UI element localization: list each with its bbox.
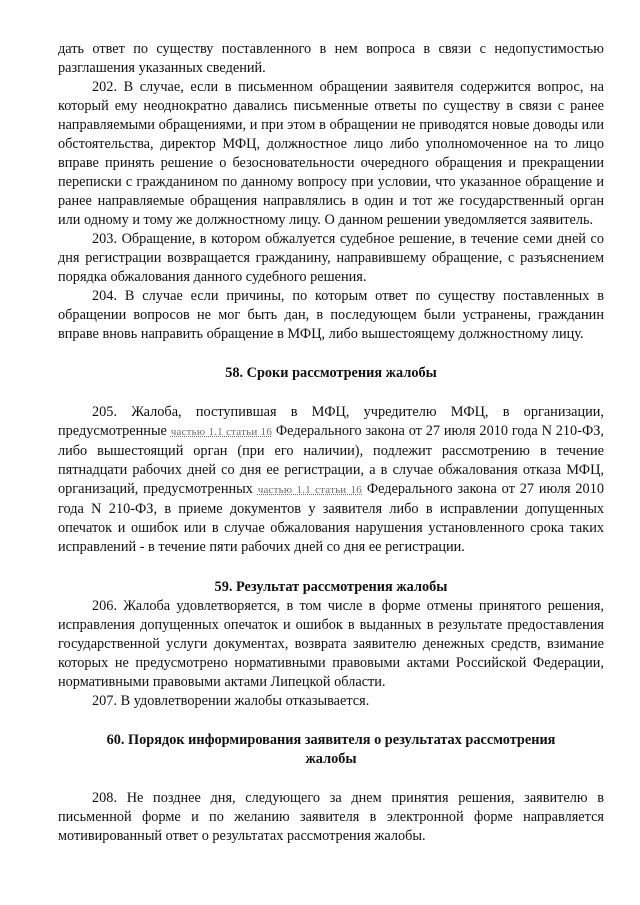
spacer [58,711,604,731]
paragraph-202: 202. В случае, если в письменном обращении заявителя содержится вопрос, на который ему неоднократно давались письменные ответы по существу в связи с ранее направляемыми обращениями, и при этом в обращении не приводятся новые доводы или обстоятельства, директор МФЦ, должностное лицо либо уполномоченное на то лицо вправе принять решение о безосновательности очередного обращения и прекращении переписки с гражданином по данному вопросу при условии, что указанное обращение и ранее направляемые обращения направлялись в один и тот же государственный орган или одному и тому же должностному лицу. О данном решении уведомляется заявитель. [58,79,604,228]
law-reference-link[interactable]: частью 1.1 статьи 16 [257,484,362,496]
heading-section-59: 59. Результат рассмотрения жалобы [214,579,448,595]
paragraph-205-text-a: 205. Жалоба, поступившая в МФЦ, учредителю МФЦ, в организации, предусмотренные [58,404,604,439]
paragraph-continuation: дать ответ по существу поставленного в нем вопроса в связи с недопустимостью разглашения указанных сведений. [58,41,604,76]
paragraph-205 [58,403,604,557]
spacer [58,344,604,364]
paragraph-203: 203. Обращение, в котором обжалуется судебное решение, в течение семи дней со дня регистрации возвращается гражданину, направившему обращение, с разъяснением порядка обжалования данного судебного решения. [58,231,604,285]
paragraph-208: 208. Не позднее дня, следующего за днем принятия решения, заявителю в письменной форме и по желанию заявителя в электронной форме направляется мотивированный ответ о результатах рассмотрения жалобы. [58,790,604,844]
paragraph-204: 204. В случае если причины, по которым ответ по существу поставленных в обращении вопросов не мог быть дан, в последующем были устранены, гражданин вправе вновь направить обращение в МФЦ, либо вышестоящему должностному лицу. [58,288,604,342]
paragraph-205-text-b: Федерального закона от 27 июля 2010 года N 210-ФЗ, либо вышестоящий орган (при его наличии), подлежит рассмотрению в течение пятнадцати рабочих дней со дня ее регистрации, а в случае обжалования отказа МФЦ, организаций, предусмотренных [58,423,604,497]
spacer [58,557,604,578]
paragraph-205-text-c: Федерального закона от 27 июля 2010 года N 210-ФЗ, в приеме документов у заявителя либо в исправлении допущенных опечаток и ошибок или в случае обжалования нарушения установленного срока таких исправлений - в течение пяти рабочих дней со дня ее регистрации. [58,481,604,555]
paragraph-207: 207. В удовлетворении жалобы отказывается. [92,693,370,709]
spacer [58,769,604,789]
paragraph-206: 206. Жалоба удовлетворяется, в том числе в форме отмены принятого решения, исправления допущенных опечаток и ошибок в выданных в результате предоставления государственной услуги документах, возврата заявителю денежных средств, взимание которых не предусмотрено нормативными правовыми актами Российской Федерации, нормативными правовыми актами Липецкой области. [58,598,604,690]
heading-section-58: 58. Сроки рассмотрения жалобы [225,365,437,381]
spacer [58,383,604,403]
law-reference-link[interactable]: частью 1.1 статьи 16 [170,426,273,438]
heading-section-60: 60. Порядок информирования заявителя о результатах рассмотрения жалобы [106,732,556,767]
